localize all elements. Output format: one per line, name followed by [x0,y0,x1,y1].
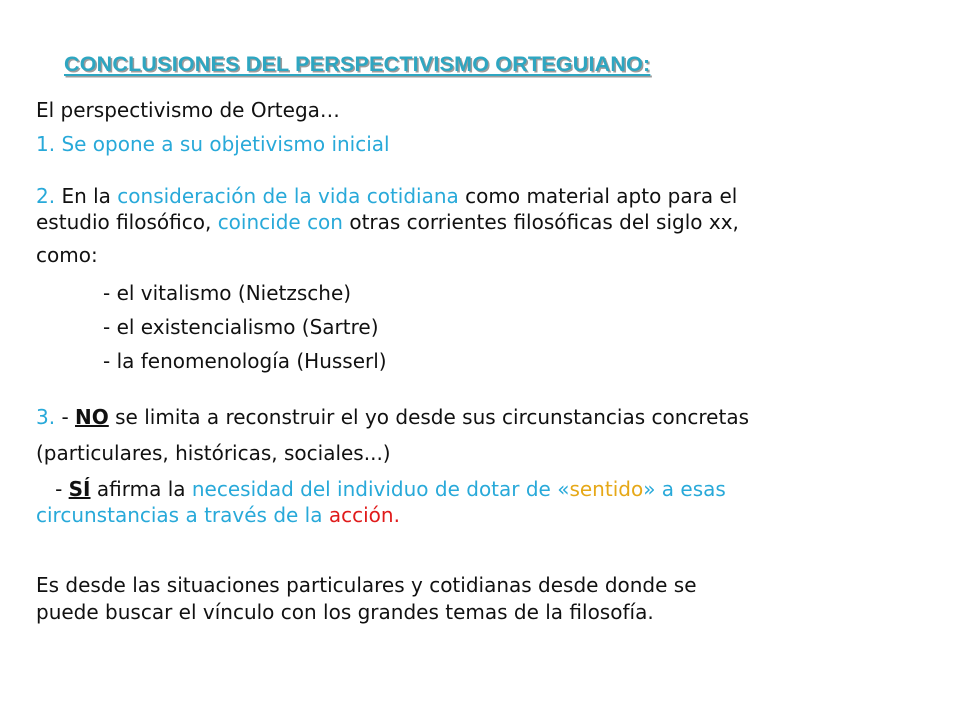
point-3-line-4 [36,503,400,527]
point-3-highlight-2: a esas [655,477,726,501]
point-2-text-2: como material apto para el [458,184,738,208]
point-3-number: 3. [36,405,56,429]
point-3-highlight-1: necesidad del individuo de dotar de [191,477,551,501]
intro-line: El perspectivismo de Ortega… [36,98,340,122]
point-3-dash: - [55,405,76,429]
point-3-text-3: afirma la [90,477,192,501]
point-3-accion: acción [328,503,394,527]
point-2-highlight-2: coincide con [217,210,343,234]
point-3-dash-2: - [36,477,69,501]
point-3-period: . [393,503,400,527]
list-item: - la fenomenología (Husserl) [103,349,387,373]
point-3-sentido: sentido [569,477,644,501]
list-item: - el vitalismo (Nietzsche) [103,281,352,305]
point-3-line-2: (particulares, históricas, sociales...) [36,441,391,465]
point-2-text-4: otras corrientes filosóficas del siglo xx, [342,210,739,234]
point-3-line-1 [36,405,749,429]
point-3-quote-open: « [550,477,570,501]
point-1: 1. Se opone a su objetivismo inicial [36,132,390,156]
point-3-quote-close: » [643,477,656,501]
point-3-line-3 [36,477,726,501]
point-2-line-3: como: [36,243,98,267]
point-2-text-1: En la [55,184,118,208]
point-3-text-1: se limita a reconstruir el yo desde sus circunstancias concretas [108,405,750,429]
point-2-highlight-1: consideración de la vida cotidiana [117,184,459,208]
list-item: - el existencialismo (Sartre) [103,315,379,339]
point-3-highlight-3: circunstancias a través de la [36,503,329,527]
conclusion-line-2: puede buscar el vínculo con los grandes temas de la filosofía. [36,600,654,624]
point-3-si: SÍ [68,477,91,501]
point-3-no: NO [75,405,109,429]
point-2-number: 2. [36,184,56,208]
point-2-line-1 [36,184,737,208]
slide-title: CONCLUSIONES DEL PERSPECTIVISMO ORTEGUIANO: [64,52,651,76]
conclusion-line-1: Es desde las situaciones particulares y cotidianas desde donde se [36,573,697,597]
point-2-text-3: estudio filosófico, [36,210,218,234]
point-2-line-2 [36,210,739,234]
